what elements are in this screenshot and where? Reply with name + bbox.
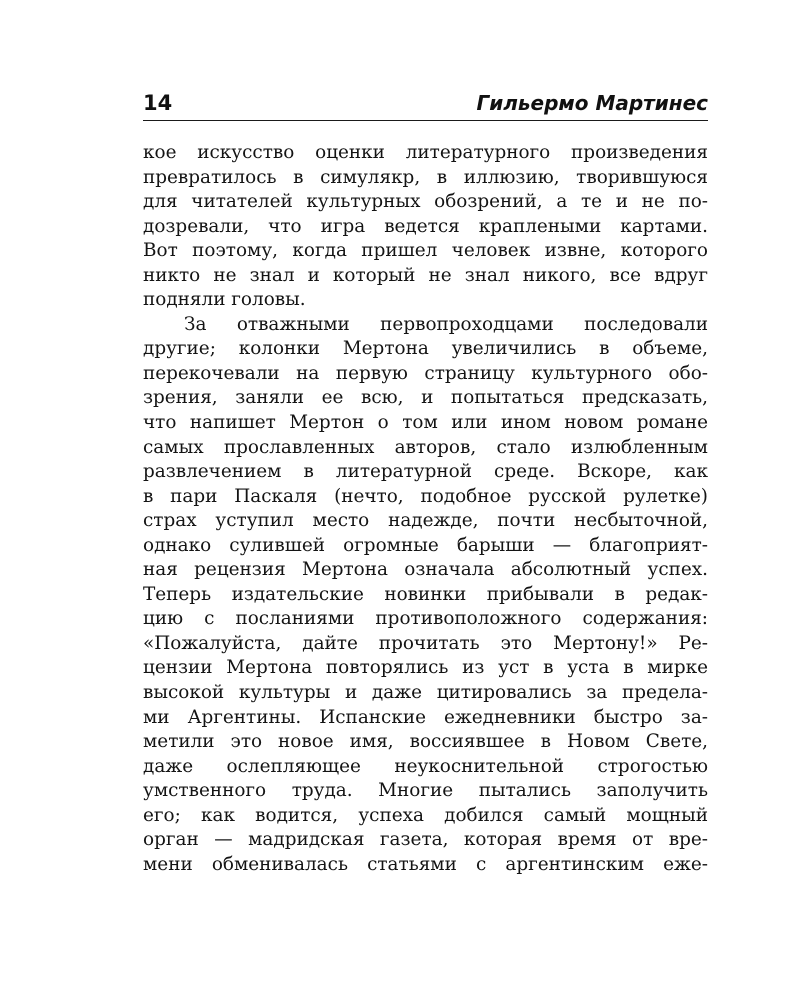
text-line: дозревали, что игра ведется краплеными картами. bbox=[143, 215, 708, 237]
text-line: цензии Мертона повторялись из уст в уста в мирке bbox=[143, 657, 708, 679]
text-line: что напишет Мертон о том или ином новом романе bbox=[143, 412, 708, 434]
text-line: превратилось в симулякр, в иллюзию, творившуюся bbox=[143, 166, 708, 188]
text-line: зрения, заняли ее всю, и попытаться предсказать, bbox=[143, 387, 708, 409]
text-line: подняли головы. bbox=[143, 289, 306, 311]
text-line: никто не знал и который не знал никого, все вдруг bbox=[143, 264, 708, 286]
text-line: Вот поэтому, когда пришел человек извне, которого bbox=[143, 240, 708, 262]
text-line: орган — мадридская газета, которая время от вре- bbox=[143, 829, 708, 851]
text-line: Теперь издательские новинки прибывали в редак- bbox=[143, 583, 708, 605]
text-line: умственного труда. Многие пытались заполучить bbox=[143, 780, 708, 802]
text-line: ми Аргентины. Испанские ежедневники быстро за- bbox=[143, 706, 708, 728]
text-line: перекочевали на первую страницу культурного обо- bbox=[143, 362, 708, 384]
body-text bbox=[143, 141, 708, 877]
text-line: развлечением в литературной среде. Вскоре, как bbox=[143, 461, 708, 483]
text-line: цию с посланиями противоположного содержания: bbox=[143, 608, 708, 630]
text-line: кое искусство оценки литературного произведения bbox=[143, 142, 708, 163]
text-line: самых прославленных авторов, стало излюбленным bbox=[143, 436, 708, 458]
text-line: однако сулившей огромные барыши — благоприят- bbox=[143, 534, 708, 556]
page-number: 14 bbox=[143, 91, 173, 115]
text-line: «Пожалуйста, дайте прочитать это Мертону!» Ре- bbox=[143, 632, 708, 654]
text-line: другие; колонки Мертона увеличились в объеме, bbox=[143, 338, 708, 360]
text-line: в пари Паскаля (нечто, подобное русской рулетке) bbox=[143, 485, 708, 507]
running-header bbox=[143, 86, 708, 121]
text-line: даже ослепляющее неукоснительной строгостью bbox=[143, 755, 708, 777]
text-line: ная рецензия Мертона означала абсолютный успех. bbox=[143, 559, 708, 581]
text-line: его; как водится, успеха добился самый мощный bbox=[143, 804, 708, 826]
running-head-author: Гильермо Мартинес bbox=[476, 91, 708, 115]
text-line: для читателей культурных обозрений, а те и не по- bbox=[143, 191, 708, 213]
text-line: мени обменивалась статьями с аргентинским еже- bbox=[143, 853, 708, 875]
text-line: За отважными первопроходцами последовали bbox=[184, 313, 708, 335]
text-line: высокой культуры и даже цитировались за предела- bbox=[143, 682, 708, 704]
text-line: метили это новое имя, воссиявшее в Новом Свете, bbox=[143, 731, 708, 753]
text-line: страх уступил место надежде, почти несбыточной, bbox=[143, 510, 708, 532]
